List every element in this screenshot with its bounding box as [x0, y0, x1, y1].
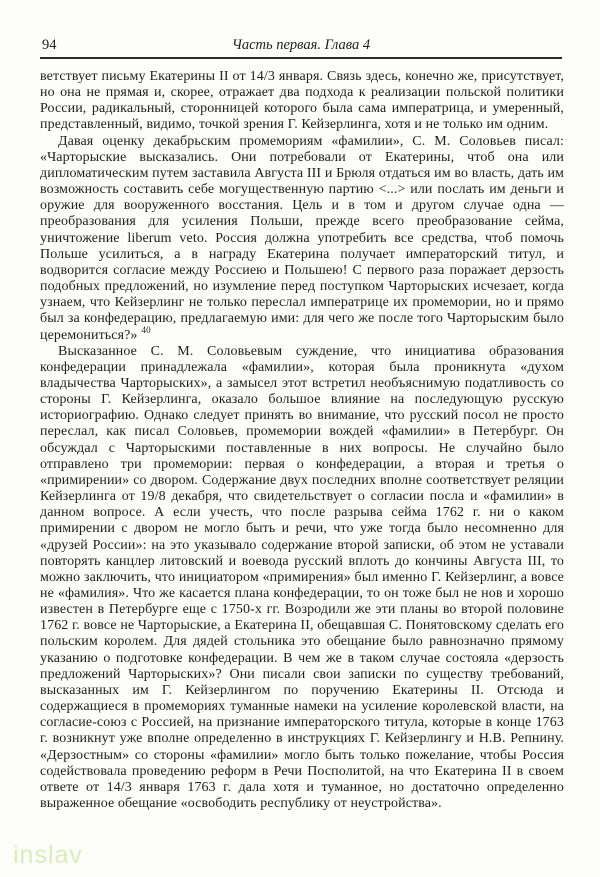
paragraph-continuation — [40, 69, 564, 134]
inslav-watermark: inslav — [13, 841, 83, 869]
header-rule — [40, 57, 562, 59]
paragraph-text: Высказанное С. М. Соловьевым суждение, что инициатива образования конфедерации принадлежала «фамилии», которая была проникнута «духом владычества Чарторыских», а замысел этот встретил необъяснимую податливость со стороны Г. Кейзерлинга, оказало большое влияние на последующую русскую историографию. Однако следует принять во внимание, что русский посол не просто переслал, как писал Соловьев, промемории вождей «фамилии» в Петербург. Он обсуждал с Чарторыскими поставленные в них вопросы. Не случайно было отправлено три промемории: первая о конфедерации, а вторая и третья о «примирении» со двором. Содержание двух последних вполне соответствует реляции Кейзерлинга от 19/8 декабря, что свидетельствует о согласии посла и «фамилии» в данном вопросе. А если учесть, что после разрыва сейма 1762 г. ни о каком примирении с двором не могло быть и речи, что уже тогда было несомненно для «друзей России»: на это указывало содержание второй записки, об этом не уставали повторять канцлер литовский и воевода русский вплоть до кончины Августа III, то можно заключить, что инициатором «примирения» был именно Г. Кейзерлинг, а вовсе не «фамилия». Что же касается плана конфедерации, то он тоже был не нов и хорошо известен в Петербурге еще с 1750-х гг. Возродили же эти планы во второй половине 1762 г. вовсе не Чарторыские, а Екатерина II, обещавшая С. Понятовскому сделать его польским королем. Для дядей стольника это обещание было равнозначно прямому указанию о подготовке конфедерации. В чем же в таком случае состояла «дерзость предложений Чарторыских»? Они писали свои записки по существу требований, высказанных им Г. Кейзерлингом по поручению Екатерины II. Отсюда и содержащиеся в промемориях туманные намеки на усиление королевской власти, на согласие-союз с Россией, на признание императорского титула, которые в конце 1763 г. возникнут уже вполне определенно в инструкциях Г. Кейзерлингу и Н.В. Репнину. «Дерзостным» со стороны «фамилии» могло быть только пожелание, чтобы Россия содействовала проведению реформ в Речи Посполитой, на что Екатерина II в своем ответе от 14/3 января 1763 г. дала хотя и туманное, но достаточно определенно выраженное обещание «освободить республику от неустройства». — [40, 343, 564, 812]
running-head-chapter-title: Часть первая. Глава 4 — [231, 37, 371, 53]
paragraph-solovyov-quote — [40, 134, 564, 344]
page-number: 94 — [42, 37, 57, 53]
paragraph-text: Давая оценку декабрьским промемориям «фамилии», С. М. Соловьев писал: «Чарторыские высказались. Они потребовали от Екатерины, чтоб она или дипломатическим путем заставила Августа III и Брюля отдаться им во власть, дать им возможность составить себе могущественную партию <...> или послать им деньги и оружие для вооруженного восстания. Цель и в том и другом случае одна — преобразования для усиления Польши, прежде всего преобразование сейма, уничтожение liberum veto. Россия должна употребить все средства, чтоб помочь Польше усилиться, а в награду Екатерина получает императорский титул, и водворится согласие между Россиею и Польшею! С первого раза поражает дерзость подобных предложений, но изумление перед поступком Чарторыских исчезает, когда узнаем, что Кейзерлинг не только переслал императрице их промемории, но и прямо был за конфедерацию, предлагаемую ими: для чего же после того Чарторыским было церемониться?» — [40, 133, 564, 343]
footnote-reference: 40 — [141, 324, 151, 335]
paragraph-text: ветствует письму Екатерины II от 14/3 января. Связь здесь, конечно же, присутствует, но она не прямая и, скорее, отражает два подхода к реализации польской политики России, радикальный, сторонницей которого была сама императрица, и умеренный, представленный, видимо, точкой зрения Г. Кейзерлинга, хотя и не только им одним. — [40, 69, 564, 133]
body-text — [40, 69, 564, 812]
running-header — [40, 36, 562, 56]
paragraph-analysis — [40, 344, 564, 813]
